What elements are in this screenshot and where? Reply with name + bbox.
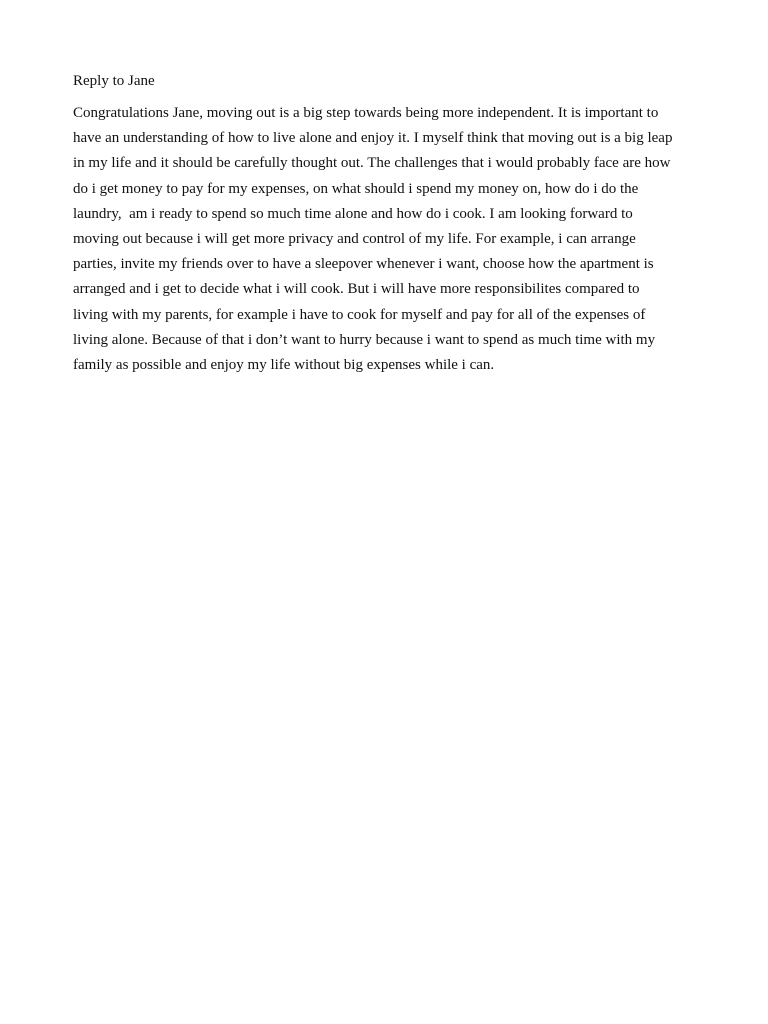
body-paragraph [73,103,713,380]
paragraph-line: in my life and it should be carefully thought out. The challenges that i would probably face are how [73,155,671,172]
document-heading: Reply to Jane [73,73,155,89]
paragraph-line: have an understanding of how to live alone and enjoy it. I myself think that moving out is a big leap [73,130,673,147]
paragraph-line: arranged and i get to decide what i will cook. But i will have more responsibilites compared to [73,281,640,298]
paragraph-line: living with my parents, for example i have to cook for myself and pay for all of the expenses of [73,306,646,323]
paragraph-line: parties, invite my friends over to have a sleepover whenever i want, choose how the apartment is [73,256,654,273]
paragraph-line: laundry, am i ready to spend so much time alone and how do i cook. I am looking forward to [73,205,633,222]
paragraph-line: family as possible and enjoy my life without big expenses while i can. [73,356,495,373]
paragraph-line: do i get money to pay for my expenses, on what should i spend my money on, how do i do the [73,180,639,197]
paragraph-line: Congratulations Jane, moving out is a big step towards being more independent. It is important to [73,105,659,121]
paragraph-line: moving out because i will get more privacy and control of my life. For example, i can arrange [73,230,636,247]
paragraph-line: living alone. Because of that i don’t want to hurry because i want to spend as much time with my [73,331,656,348]
